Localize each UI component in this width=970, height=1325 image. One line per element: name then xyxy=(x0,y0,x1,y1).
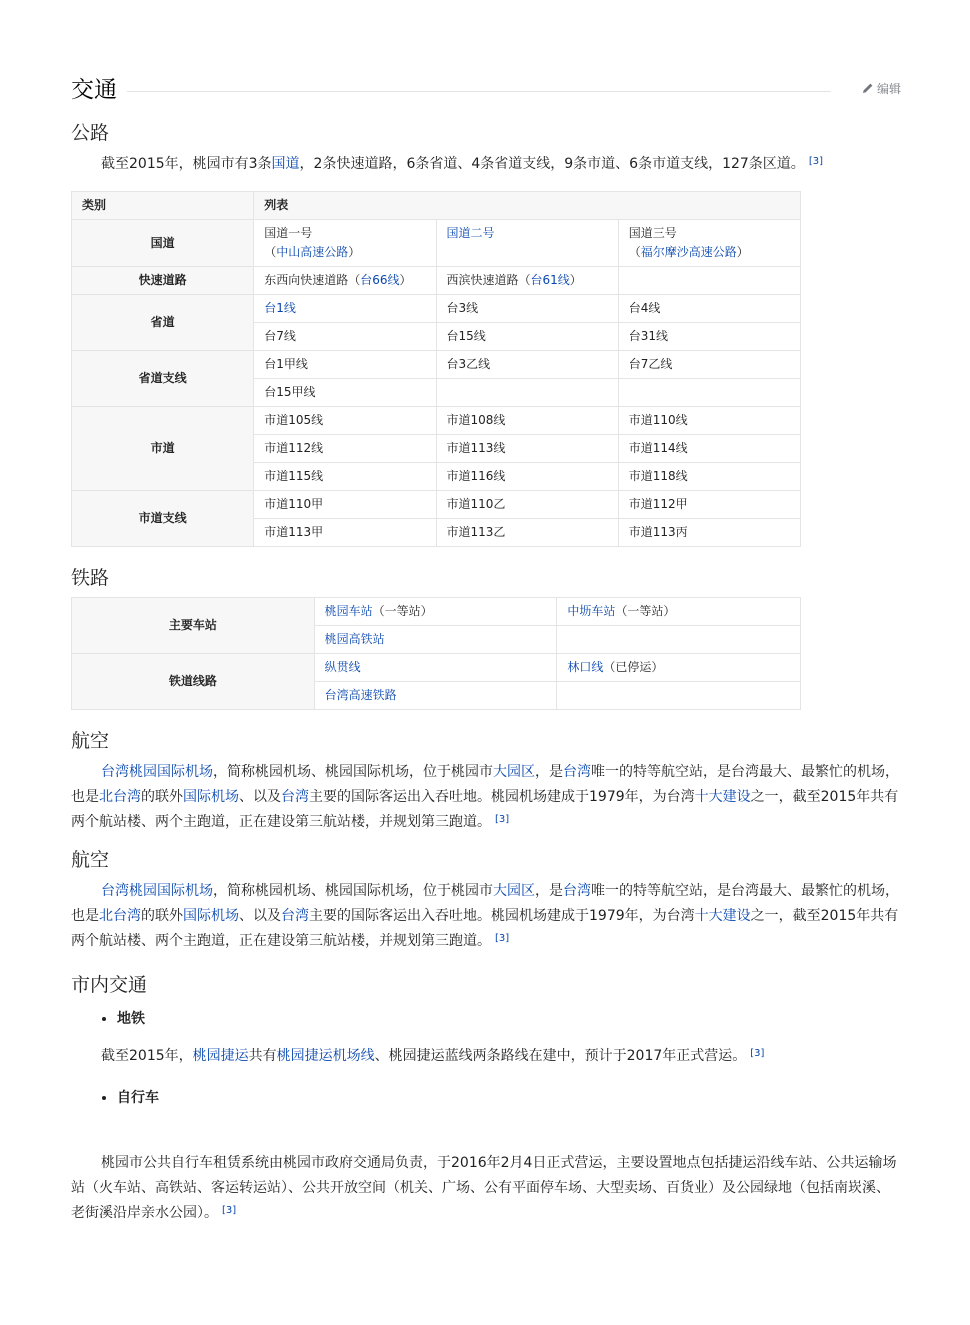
bike-list xyxy=(71,1083,901,1113)
table-cell xyxy=(314,682,557,710)
column-header: 类别 xyxy=(72,192,254,220)
table-cell xyxy=(314,654,557,682)
rail-heading: 铁路 xyxy=(71,567,110,589)
inline-link[interactable]: 大园区 xyxy=(493,883,535,899)
table-cell xyxy=(254,295,436,323)
table-cell: 台3线 xyxy=(436,295,618,323)
national-road-link[interactable]: 国道 xyxy=(271,156,300,172)
table-row xyxy=(72,295,801,323)
table-cell: 市道113甲 xyxy=(254,519,436,547)
city-transport-heading: 市内交通 xyxy=(71,974,148,996)
table-cell: 台7线 xyxy=(254,323,436,351)
reference-link[interactable]: [3] xyxy=(808,156,823,167)
table-cell xyxy=(436,220,618,267)
table-cell xyxy=(618,379,800,407)
table-cell xyxy=(314,626,557,654)
table-cell: 市道116线 xyxy=(436,463,618,491)
table-cell xyxy=(557,626,801,654)
aviation-paragraph-repeat: 台湾桃园国际机场，简称桃园机场、桃园国际机场，位于桃园市大园区，是台湾唯一的特等航空站，是台湾最大、最繁忙的机场，也是北台湾的联外国际机场、以及台湾主要的国际客运出入吞吐地。桃园机场建成于1979年，为台湾十大建设之一，截至2015年共有两个航站楼、两个主跑道，正在建设第三航站楼，并规划第三跑道。 [3] xyxy=(71,883,899,949)
inline-link[interactable]: 桃园捷运机场线 xyxy=(276,1048,375,1064)
table-cell xyxy=(618,267,800,295)
table-cell: 台15线 xyxy=(436,323,618,351)
table-cell: 东西向快速道路（台66线） xyxy=(254,267,436,295)
table-link[interactable]: 桃园高铁站 xyxy=(324,632,385,646)
reference-link[interactable]: [3] xyxy=(495,814,510,825)
inline-link[interactable]: 台湾桃园国际机场 xyxy=(101,883,213,899)
table-cell: 国道一号 （中山高速公路） xyxy=(254,220,436,267)
table-cell: 台15甲线 xyxy=(254,379,436,407)
inline-link[interactable]: 北台湾 xyxy=(99,789,141,805)
category-cell: 市道支线 xyxy=(72,491,254,547)
road-intro: 截至2015年，桃园市有3条国道，2条快速道路，6条省道、4条省道支线，9条市道、6条市道支线，127条区道。 [3] xyxy=(101,156,823,172)
table-row xyxy=(72,491,801,519)
inline-link[interactable]: 十大建设 xyxy=(694,789,751,805)
table-link[interactable]: 台66线 xyxy=(360,273,400,287)
pencil-icon xyxy=(862,82,874,94)
metro-list xyxy=(71,1004,901,1034)
column-header: 列表 xyxy=(254,192,801,220)
table-row xyxy=(72,351,801,379)
table-cell: 市道113丙 xyxy=(618,519,800,547)
table-link[interactable]: 中山高速公路 xyxy=(276,245,349,259)
table-link[interactable]: 台1线 xyxy=(264,301,296,315)
inline-link[interactable]: 大园区 xyxy=(493,764,535,780)
section-divider xyxy=(127,91,831,92)
inline-link[interactable]: 台湾 xyxy=(563,764,591,780)
aviation-paragraph: 台湾桃园国际机场，简称桃园机场、桃园国际机场，位于桃园市大园区，是台湾唯一的特等航空站，是台湾最大、最繁忙的机场，也是北台湾的联外国际机场、以及台湾主要的国际客运出入吞吐地。桃园机场建成于1979年，为台湾十大建设之一，截至2015年共有两个航站楼、两个主跑道，正在建设第三航站楼，并规划第三跑道。 [3] xyxy=(71,764,899,830)
table-link[interactable]: 国道二号 xyxy=(446,226,495,240)
metro-paragraph: 截至2015年，桃园捷运共有桃园捷运机场线、桃园捷运蓝线两条路线在建中，预计于2017年正式营运。 [3] xyxy=(101,1048,765,1064)
table-link[interactable]: 林口线 xyxy=(567,660,604,674)
table-cell: 市道110乙 xyxy=(436,491,618,519)
article-content xyxy=(71,72,901,1226)
table-cell: 台4线 xyxy=(618,295,800,323)
inline-link[interactable]: 台湾桃园国际机场 xyxy=(101,764,213,780)
edit-label: 编辑 xyxy=(876,82,901,96)
edit-link[interactable] xyxy=(862,80,901,97)
inline-link[interactable]: 台湾 xyxy=(563,883,591,899)
table-row xyxy=(72,654,801,682)
table-cell xyxy=(436,379,618,407)
category-cell: 市道 xyxy=(72,407,254,491)
aviation-heading-repeat: 航空 xyxy=(71,849,110,871)
table-row xyxy=(72,267,801,295)
road-heading: 公路 xyxy=(71,122,110,144)
table-cell: 市道105线 xyxy=(254,407,436,435)
table-cell: 西滨快速道路（台61线） xyxy=(436,267,618,295)
table-cell: 台7乙线 xyxy=(618,351,800,379)
section-title: 交通 xyxy=(71,77,117,103)
table-link[interactable]: 台61线 xyxy=(530,273,570,287)
table-cell: 市道110甲 xyxy=(254,491,436,519)
category-cell: 铁道线路 xyxy=(72,654,315,710)
table-link[interactable]: 福尔摩沙高速公路 xyxy=(640,245,737,259)
table-cell: 市道113乙 xyxy=(436,519,618,547)
table-row xyxy=(72,407,801,435)
table-link[interactable]: 纵贯线 xyxy=(324,660,361,674)
table-cell: 台31线 xyxy=(618,323,800,351)
category-cell: 省道支线 xyxy=(72,351,254,407)
inline-link[interactable]: 十大建设 xyxy=(694,908,751,924)
table-cell: 中坜车站（一等站） xyxy=(557,598,801,626)
table-cell: 林口线（已停运） xyxy=(557,654,801,682)
table-cell: 市道110线 xyxy=(618,407,800,435)
aviation-heading: 航空 xyxy=(71,730,110,752)
reference-link[interactable]: [3] xyxy=(222,1205,237,1216)
inline-link[interactable]: 台湾 xyxy=(281,908,309,924)
table-link[interactable]: 台湾高速铁路 xyxy=(324,688,397,702)
table-cell: 市道114线 xyxy=(618,435,800,463)
road-table xyxy=(71,191,801,547)
section-header xyxy=(71,72,901,108)
list-item: • 自行车 xyxy=(117,1083,901,1113)
rail-table xyxy=(71,597,801,710)
table-link[interactable]: 中坜车站 xyxy=(567,604,616,618)
category-cell: 国道 xyxy=(72,220,254,267)
inline-link[interactable]: 国际机场 xyxy=(183,908,239,924)
table-cell: 市道108线 xyxy=(436,407,618,435)
category-cell: 省道 xyxy=(72,295,254,351)
table-cell: 国道三号 （福尔摩沙高速公路） xyxy=(618,220,800,267)
inline-link[interactable]: 国际机场 xyxy=(183,789,239,805)
table-cell: 台1甲线 xyxy=(254,351,436,379)
category-cell: 快速道路 xyxy=(72,267,254,295)
list-item: • 地铁 xyxy=(117,1004,901,1034)
table-cell xyxy=(557,682,801,710)
table-link[interactable]: 桃园车站 xyxy=(324,604,373,618)
category-cell: 主要车站 xyxy=(72,598,315,654)
reference-link[interactable]: [3] xyxy=(495,933,510,944)
reference-link[interactable]: [3] xyxy=(750,1048,765,1059)
table-row xyxy=(72,220,801,267)
inline-link[interactable]: 台湾 xyxy=(281,789,309,805)
table-cell: 市道118线 xyxy=(618,463,800,491)
table-cell: 市道115线 xyxy=(254,463,436,491)
table-cell: 市道112甲 xyxy=(618,491,800,519)
table-header-row xyxy=(72,192,801,220)
bike-paragraph: 桃园市公共自行车租赁系统由桃园市政府交通局负责，于2016年2月4日正式营运，主要设置地点包括捷运沿线车站、公共运输场站（火车站、高铁站、客运转运站）、公共开放空间（机关、广场、公有平面停车场、大型卖场、百货业）及公园绿地（包括南崁溪、老街溪沿岸亲水公园）。 [3] xyxy=(71,1155,897,1221)
table-cell: 台3乙线 xyxy=(436,351,618,379)
inline-link[interactable]: 桃园捷运 xyxy=(192,1048,249,1064)
table-cell: 市道113线 xyxy=(436,435,618,463)
table-cell: 市道112线 xyxy=(254,435,436,463)
table-cell: 桃园车站（一等站） xyxy=(314,598,557,626)
table-row xyxy=(72,598,801,626)
inline-link[interactable]: 北台湾 xyxy=(99,908,141,924)
